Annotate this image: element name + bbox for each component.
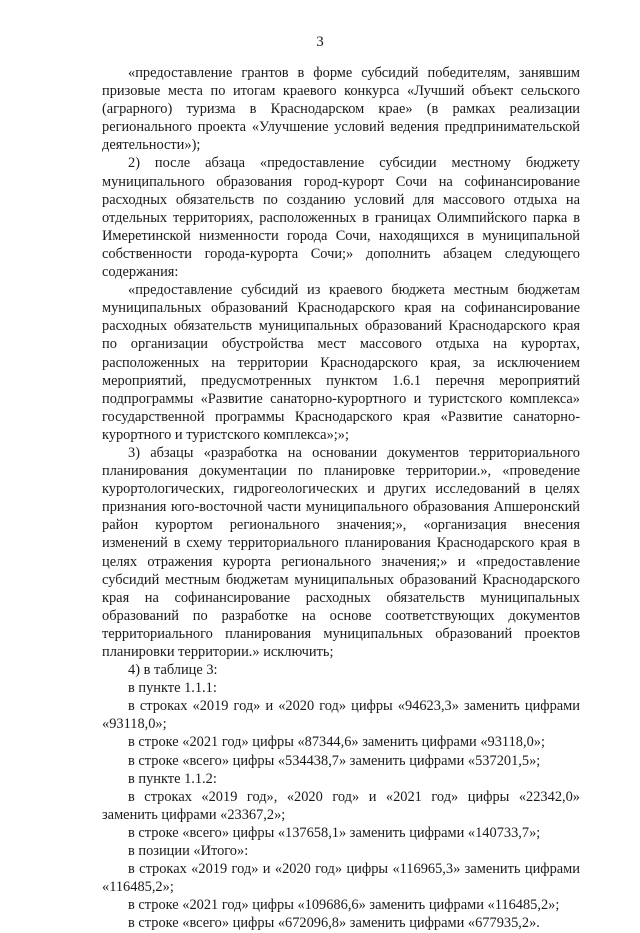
paragraph-item-2: 2) после абзаца «предоставление субсидии местному бюджету муниципального образования город-курорт Сочи на софинансирование расходных обязательств по созданию условий для массового отдыха на отдельных территориях, расположенных в границах Олимпийского парка в Имеретинской низменности города Сочи, находящихся в муниципальной собственности города-курорта Сочи;» дополнить абзацем следующего содержания: [102,155,580,281]
paragraph-total-row: в строке «всего» цифры «534438,7» заменить цифрами «537201,5»; [128,752,541,769]
paragraph-grants: «предоставление грантов в форме субсидий победителям, занявшим призовые места по итогам краевого конкурса «Лучший объект сельского (аграрного) туризма в Краснодарском крае» (в рамках реализации регионального проекта «Улучшение условий ведения предпринимательской деятельности»); [102,65,580,154]
paragraph-point-1-1-1: в пункте 1.1.1: [128,680,217,697]
paragraph-item-4: 4) в таблице 3: [128,662,218,679]
paragraph-position-total: в позиции «Итого»: [128,843,249,860]
document-body [102,64,580,933]
paragraph-total-row-2: в строке «всего» цифры «137658,1» заменить цифрами «140733,7»; [128,824,541,841]
paragraph-total-2021: в строке «2021 год» цифры «109686,6» заменить цифрами «116485,2»; [128,897,560,914]
paragraph-item-3: 3) абзацы «разработка на основании документов территориального планирования документации по планировке территории.», «проведение курортологических, гидрогеологических и других исследований в целях признания юго-восточной части муниципального образования Апшеронский район курортом регионального значения;», «организация внесения изменений в схему территориального планирования Краснодарского края в целях отражения курорта регионального значения;» и «предоставление субсидий местным бюджетам муниципальных образований Краснодарского края на софинансирование расходных обязательств муниципальных образований по разработке на основе соответствующих документов территориального планирования муниципальных образований проектов планировки территории.» исключить; [102,444,580,660]
page-number: 3 [316,34,324,50]
paragraph-total-all: в строке «всего» цифры «672096,8» заменить цифрами «677935,2». [128,915,540,932]
paragraph-2019-2020-rows: в строках «2019 год» и «2020 год» цифры «94623,3» заменить цифрами «93118,0»; [102,698,580,733]
paragraph-point-1-1-2: в пункте 1.1.2: [128,770,217,787]
paragraph-2021-row: в строке «2021 год» цифры «87344,6» заменить цифрами «93118,0»; [128,734,545,751]
paragraph-2019-2021-rows: в строках «2019 год», «2020 год» и «2021 год» цифры «22342,0» заменить цифрами «23367,2»; [102,788,580,823]
paragraph-total-2019-2020: в строках «2019 год» и «2020 год» цифры «116965,3» заменить цифрами «116485,2»; [102,861,580,896]
paragraph-subsidies-quote: «предоставление субсидий из краевого бюджета местным бюджетам муниципальных образований Краснодарского края на софинансирование расходных обязательств муниципальных образований Краснодарского края по организации обустройства мест массового отдыха на курортах, расположенных на территории Краснодарского края, за исключением мероприятий, предусмотренных пунктом 1.6.1 перечня мероприятий подпрограммы «Развитие санаторно-курортного и туристского комплекса» государственной программы Краснодарского края «Развитие санаторно-курортного и туристского комплекса»;»; [102,282,580,443]
